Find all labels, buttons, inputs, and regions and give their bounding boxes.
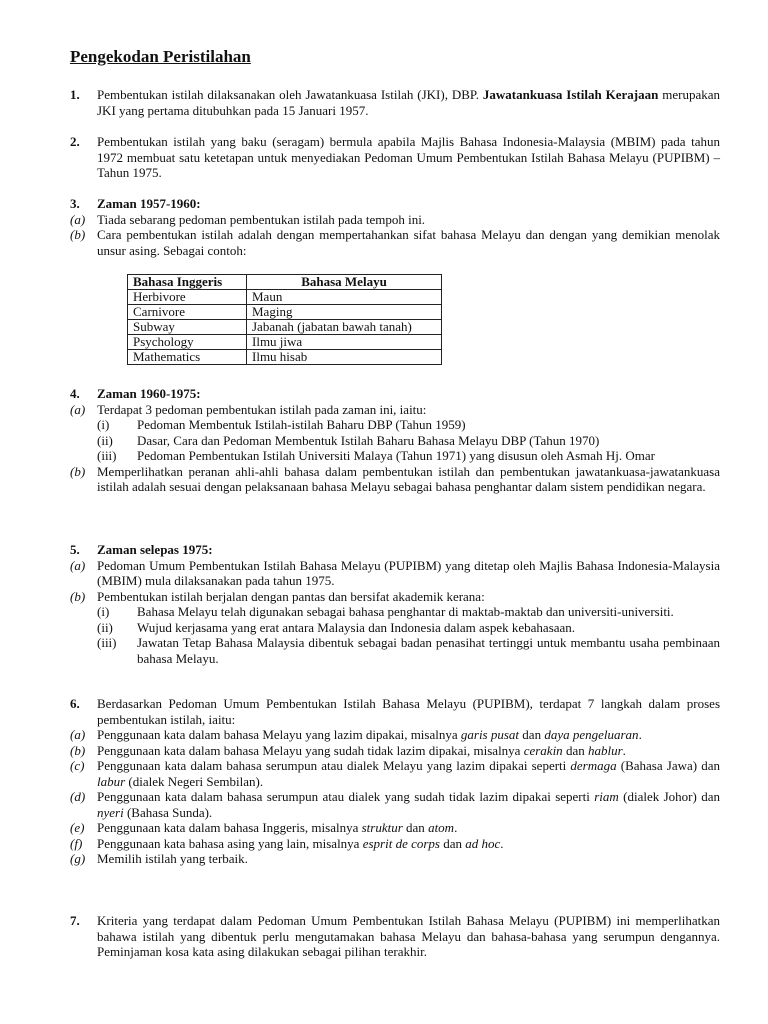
item-e: (e) Penggunaan kata dalam bahasa Inggeris, misalnya struktur dan atom. (70, 820, 458, 835)
section-5 (70, 542, 720, 666)
section-4 (70, 386, 720, 495)
section-number: 5. (70, 542, 80, 557)
section-number: 6. (70, 696, 80, 711)
section-number: 4. (70, 386, 80, 401)
section-2 (70, 134, 720, 181)
section-text: Pembentukan istilah yang baku (seragam) bermula apabila Majlis Bahasa Indonesia-Malaysia (MBIM) pada tahun 1972 membuat satu ketetapan untuk menyediakan Pedoman Umum Pembentukan Istilah Bahasa Melayu (PUPIBM) – Tahun 1975. (97, 134, 720, 180)
item-b: (b) Memperlihatkan peranan ahli-ahli bahasa dalam pembentukan istilah dan pembentukan jawatankuasa-jawatankuasa istilah adalah sesuai dengan pelaksanaan bahasa Melayu sebagai bahasa penghantar dalam sistem pendidikan negara. (70, 463, 720, 494)
sub-item: (i) Bahasa Melayu telah digunakan sebagai bahasa penghantar di maktab-maktab dan universiti-universiti. (97, 604, 674, 619)
item-b: (b) Penggunaan kata dalam bahasa Melayu yang sudah tidak lazim dipakai, misalnya cerakin dan hablur. (70, 742, 626, 758)
terms-table (127, 274, 442, 365)
column-header: Bahasa Melayu (247, 275, 442, 290)
table-header-row (128, 275, 442, 290)
sub-item: (i) Pedoman Membentuk Istilah-istilah Baharu DBP (Tahun 1959) (97, 417, 466, 432)
section-text: Kriteria yang terdapat dalam Pedoman Umum Pembentukan Istilah Bahasa Melayu (PUPIBM) ini memperlihatkan bahawa istilah yang dibentuk perlu mengutamakan bahasa Melayu dan bahasa-bahasa yang serumpun dengannya. Peminjaman kosa kata asing dilakukan sebagai pilihan terakhir. (97, 913, 720, 959)
section-heading: Zaman 1957-1960: (97, 196, 201, 211)
page-title: Pengekodan Peristilahan (70, 47, 251, 66)
section-3 (70, 196, 720, 258)
item-a: (a) Pedoman Umum Pembentukan Istilah Bahasa Melayu (PUPIBM) yang ditetap oleh Majlis Bahasa Indonesia-Malaysia (MBIM) mula dilaksanakan pada tahun 1975. (70, 557, 720, 588)
table-row: Subway Jabanah (jabatan bawah tanah) (128, 320, 442, 335)
column-header: Bahasa Inggeris (128, 275, 247, 290)
sub-item: (ii) Wujud kerjasama yang erat antara Malaysia dan Indonesia dalam aspek kebahasaan. (97, 619, 576, 635)
item-b: (b) Pembentukan istilah berjalan dengan pantas dan bersifat akademik kerana: (70, 588, 485, 604)
section-heading: Zaman selepas 1975: (97, 542, 213, 557)
item-b: (b) Cara pembentukan istilah adalah dengan mempertahankan sifat bahasa Melayu dan dengan yang demikian menolak unsur asing. Sebagai contoh: (70, 227, 720, 258)
sub-item: (ii) Dasar, Cara dan Pedoman Membentuk Istilah Baharu Bahasa Melayu DBP (Tahun 1970) (97, 432, 600, 448)
table-row: Carnivore Maging (128, 305, 442, 320)
item-f: (f) Penggunaan kata bahasa asing yang lain, misalnya esprit de corps dan ad hoc. (70, 835, 504, 851)
item-a: (a) Terdapat 3 pedoman pembentukan istilah pada zaman ini, iaitu: (70, 401, 427, 417)
section-text: Pembentukan istilah dilaksanakan oleh Jawatankuasa Istilah (JKI), DBP. Jawatankuasa Istilah Kerajaan merupakan JKI yang pertama ditubuhkan pada 15 Januari 1957. (97, 87, 720, 118)
section-1 (70, 87, 720, 118)
section-intro: Berdasarkan Pedoman Umum Pembentukan Istilah Bahasa Melayu (PUPIBM), terdapat 7 langkah dalam proses pembentukan istilah, iaitu: (97, 696, 720, 727)
section-number: 2. (70, 134, 80, 149)
sub-item: (iii) Jawatan Tetap Bahasa Malaysia dibentuk sebagai badan penasihat tertinggi untuk membantu usaha pembinaan bahasa Melayu. (97, 635, 720, 666)
item-a: (a) Penggunaan kata dalam bahasa Melayu yang lazim dipakai, misalnya garis pusat dan daya pengeluaran. (70, 727, 642, 742)
item-d: (d) Penggunaan kata dalam bahasa serumpun atau dialek yang sudah tidak lazim dipakai seperti riam (dialek Johor) dan nyeri (Bahasa Sunda). (70, 789, 720, 820)
table-row: Mathematics Ilmu hisab (128, 350, 442, 365)
section-number: 3. (70, 196, 80, 211)
section-heading: Zaman 1960-1975: (97, 386, 201, 401)
section-7 (70, 913, 720, 960)
table-row: Herbivore Maun (128, 290, 442, 305)
section-6 (70, 696, 720, 867)
sub-item: (iii) Pedoman Pembentukan Istilah Universiti Malaya (Tahun 1971) yang disusun oleh Asmah Hj. Omar (97, 448, 655, 463)
table-row: Psychology Ilmu jiwa (128, 335, 442, 350)
item-g: (g) Memilih istilah yang terbaik. (70, 851, 248, 866)
item-c: (c) Penggunaan kata dalam bahasa serumpun atau dialek Melayu yang lazim dipakai seperti dermaga (Bahasa Jawa) dan labur (dialek Negeri Sembilan). (70, 758, 720, 789)
section-number: 7. (70, 913, 80, 928)
section-number: 1. (70, 87, 80, 102)
item-a: (a) Tiada sebarang pedoman pembentukan istilah pada tempoh ini. (70, 211, 426, 227)
